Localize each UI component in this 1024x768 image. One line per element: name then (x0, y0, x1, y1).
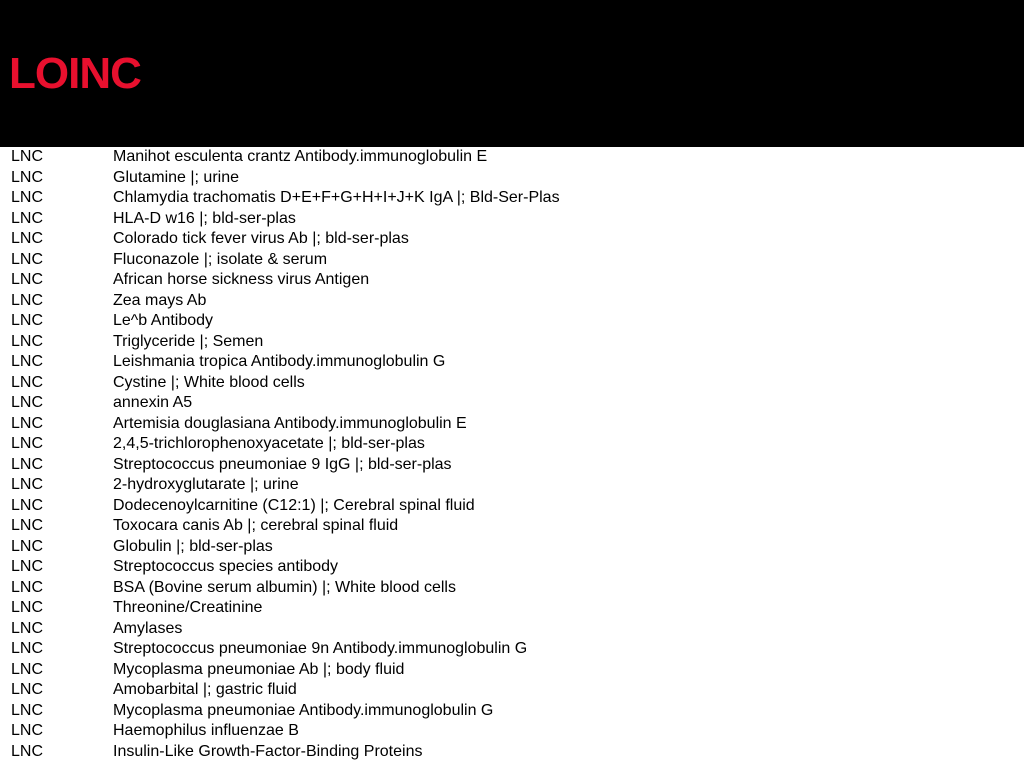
row-code: LNC (11, 230, 44, 247)
list-item (0, 578, 1024, 599)
list-item (0, 475, 1024, 496)
list-item (0, 721, 1024, 742)
list-item (0, 496, 1024, 517)
row-code: LNC (11, 578, 44, 596)
list-item (0, 291, 1024, 312)
row-description: HLA-D w16 |; bld-ser-plas (113, 209, 296, 227)
row-description: Threonine/Creatinine (113, 599, 263, 616)
row-description: Fluconazole |; isolate & serum (113, 250, 328, 268)
list-item (0, 680, 1024, 701)
row-description: Dodecenoylcarnitine (C12:1) |; Cerebral spinal fluid (113, 496, 475, 514)
row-code: LNC (11, 271, 44, 288)
row-code: LNC (11, 701, 44, 719)
row-code: LNC (11, 558, 44, 575)
list-item (0, 188, 1024, 209)
header-bar (0, 0, 1024, 147)
row-description: Le^b Antibody (113, 312, 214, 329)
row-description: African horse sickness virus Antigen (113, 271, 370, 288)
list-item (0, 147, 1024, 168)
list-item (0, 742, 1024, 763)
row-description: Streptococcus pneumoniae 9 IgG |; bld-ser-plas (113, 455, 452, 473)
row-code: LNC (11, 619, 44, 637)
row-code: LNC (11, 476, 44, 493)
row-description: Amobarbital |; gastric fluid (113, 681, 297, 698)
row-code: LNC (11, 681, 44, 698)
row-code: LNC (11, 537, 44, 555)
list-item (0, 639, 1024, 660)
row-description: Globulin |; bld-ser-plas (113, 537, 273, 555)
row-code: LNC (11, 455, 44, 473)
row-code: LNC (11, 435, 44, 452)
loinc-list (0, 147, 1024, 762)
row-code: LNC (11, 496, 44, 514)
list-item (0, 332, 1024, 353)
row-description: BSA (Bovine serum albumin) |; White blood cells (113, 578, 456, 596)
row-description: Chlamydia trachomatis D+E+F+G+H+I+J+K IgA |; Bld-Ser-Plas (113, 189, 560, 206)
row-description: Glutamine |; urine (113, 168, 239, 186)
row-code: LNC (11, 660, 44, 678)
list-item (0, 209, 1024, 230)
list-item (0, 270, 1024, 291)
row-code: LNC (11, 291, 44, 309)
list-item (0, 311, 1024, 332)
list-item (0, 393, 1024, 414)
list-item (0, 229, 1024, 250)
row-code: LNC (11, 517, 44, 534)
row-code: LNC (11, 332, 44, 350)
row-description: Amylases (113, 619, 183, 637)
row-code: LNC (11, 599, 44, 616)
list-item (0, 660, 1024, 681)
row-description: Streptococcus species antibody (113, 558, 339, 575)
row-description: Mycoplasma pneumoniae Antibody.immunoglobulin G (113, 701, 494, 719)
list-item (0, 414, 1024, 435)
list-item (0, 373, 1024, 394)
list-item (0, 455, 1024, 476)
row-code: LNC (11, 742, 44, 760)
list-item (0, 434, 1024, 455)
row-code: LNC (11, 353, 44, 370)
row-description: Haemophilus influenzae B (113, 722, 299, 739)
list-item (0, 537, 1024, 558)
list-item (0, 516, 1024, 537)
row-description: Manihot esculenta crantz Antibody.immunoglobulin E (113, 148, 488, 165)
row-code: LNC (11, 373, 44, 391)
row-code: LNC (11, 394, 44, 411)
row-description: Streptococcus pneumoniae 9n Antibody.immunoglobulin G (113, 640, 528, 657)
list-item (0, 168, 1024, 189)
row-code: LNC (11, 250, 44, 268)
list-item (0, 557, 1024, 578)
row-description: annexin A5 (113, 394, 193, 411)
list-item (0, 598, 1024, 619)
row-description: Triglyceride |; Semen (113, 332, 264, 350)
list-item (0, 619, 1024, 640)
row-code: LNC (11, 148, 44, 165)
row-code: LNC (11, 312, 44, 329)
row-code: LNC (11, 168, 44, 186)
row-description: Insulin-Like Growth-Factor-Binding Proteins (113, 742, 423, 760)
row-description: Leishmania tropica Antibody.immunoglobulin G (113, 353, 446, 370)
row-code: LNC (11, 189, 44, 206)
row-description: Toxocara canis Ab |; cerebral spinal fluid (113, 517, 399, 534)
row-code: LNC (11, 722, 44, 739)
row-code: LNC (11, 209, 44, 227)
row-description: Colorado tick fever virus Ab |; bld-ser-plas (113, 230, 409, 247)
list-item (0, 352, 1024, 373)
row-description: 2-hydroxyglutarate |; urine (113, 476, 299, 493)
row-code: LNC (11, 414, 44, 432)
list-item (0, 250, 1024, 271)
row-description: Cystine |; White blood cells (113, 373, 305, 391)
row-description: Artemisia douglasiana Antibody.immunoglobulin E (113, 414, 467, 432)
page-title: LOINC (9, 49, 141, 98)
row-code: LNC (11, 640, 44, 657)
row-description: Zea mays Ab (113, 291, 207, 309)
list-item (0, 701, 1024, 722)
row-description: 2,4,5-trichlorophenoxyacetate |; bld-ser-plas (113, 435, 425, 452)
row-description: Mycoplasma pneumoniae Ab |; body fluid (113, 660, 405, 678)
